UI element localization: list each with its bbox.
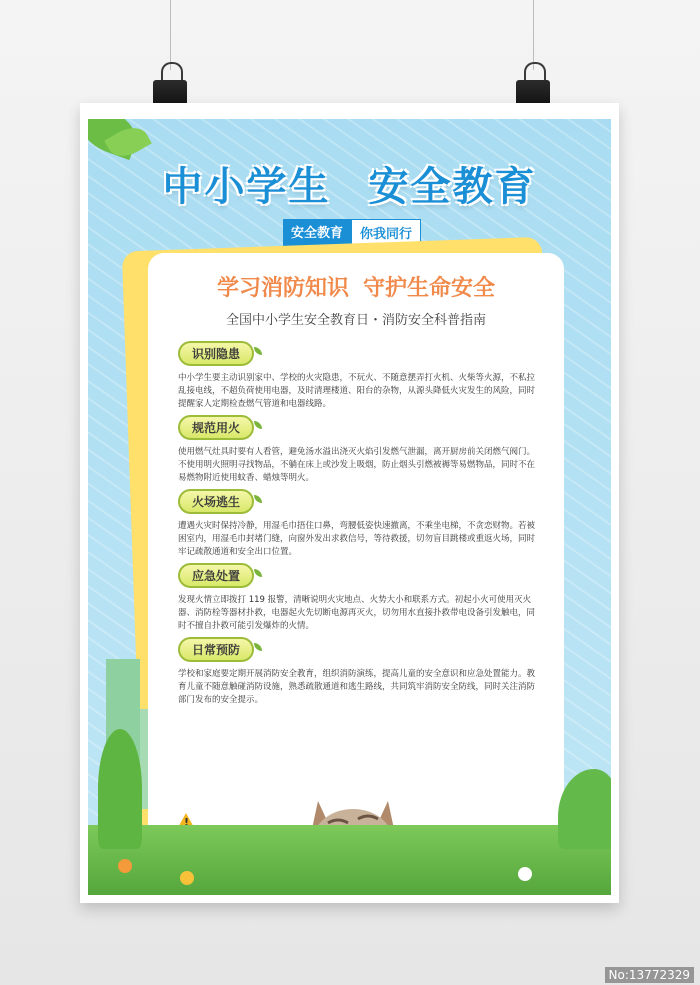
- card-title-part-2: 守护生命安全: [363, 275, 496, 300]
- flower-decoration: [118, 859, 132, 873]
- section-text: 遭遇火灾时保持冷静，用湿毛巾捂住口鼻，弯腰低姿快速撤离，不乘坐电梯，不贪恋财物。若被困室内，用湿毛巾封堵门缝，向窗外发出求救信号，等待救援，切勿盲目跳楼或重返火场，同时牢记疏散通道和安全出口位置。: [178, 521, 536, 557]
- poster-background: [88, 119, 611, 895]
- tag-together: 你我同行: [351, 219, 421, 246]
- poster: [80, 103, 619, 903]
- section-text: 学校和家庭要定期开展消防安全教育，组织消防演练，提高儿童的安全意识和应急处置能力。教育儿童不随意触碰消防设施，熟悉疏散通道和逃生路线，共同筑牢消防安全防线，同时关注消防部门发布的安全提示。: [178, 669, 536, 705]
- section-fire-escape: [178, 489, 538, 559]
- section-label: 应急处置: [178, 563, 254, 588]
- grass-ground: [88, 825, 611, 895]
- section-daily-prevention: [178, 637, 538, 707]
- hanging-wire-right: [533, 0, 534, 70]
- bush-decoration: [98, 729, 142, 849]
- section-label: 规范用火: [178, 415, 254, 440]
- card-subtitle: 全国中小学生安全教育日・消防安全科普指南: [225, 313, 486, 328]
- section-text: 使用燃气灶具时要有人看管，避免汤水溢出浇灭火焰引发燃气泄漏，离开厨房前关闭燃气阀门。不使用明火照明寻找物品，不躺在床上或沙发上吸烟，防止烟头引燃被褥等易燃物品，同时不在易燃物附近使用蚊香、蜡烛等明火。: [178, 447, 536, 483]
- section-label: 火场逃生: [178, 489, 254, 514]
- section-text: 中小学生要主动识别家中、学校的火灾隐患，不玩火、不随意摆弄打火机、火柴等火源，不私拉乱接电线，不超负荷使用电器，及时清理楼道、阳台的杂物，从源头降低火灾发生的风险，同时提醒家人定期检查燃气管道和电器线路。: [178, 373, 536, 409]
- bush-decoration: [558, 769, 611, 849]
- page-title: [88, 155, 611, 212]
- hanging-wire-left: [170, 0, 171, 70]
- card-title-part-1: 学习消防知识: [216, 275, 349, 300]
- title-part-2: 安全教育: [368, 165, 537, 209]
- section-safe-fire-use: [178, 415, 538, 485]
- card-title: [148, 271, 564, 302]
- section-emergency-response: [178, 563, 538, 633]
- flower-decoration: [518, 867, 532, 881]
- section-label: 识别隐患: [178, 341, 254, 366]
- title-part-1: 中小学生: [162, 165, 331, 209]
- tag-safety-education: 安全教育: [283, 219, 351, 246]
- section-label: 日常预防: [178, 637, 254, 662]
- content-card: [148, 253, 564, 853]
- section-text: 发现火情立即拨打 119 报警，清晰说明火灾地点、火势大小和联系方式。初起小火可使用灭火器、消防栓等器材扑救，电器起火先切断电源再灭火，切勿用水直接扑救带电设备引发触电，同时不擅自扑救可能引发爆炸的火情。: [178, 595, 536, 631]
- section-identify-hazards: [178, 341, 538, 411]
- watermark-id: No:13772329: [605, 967, 694, 983]
- flower-decoration: [180, 871, 194, 885]
